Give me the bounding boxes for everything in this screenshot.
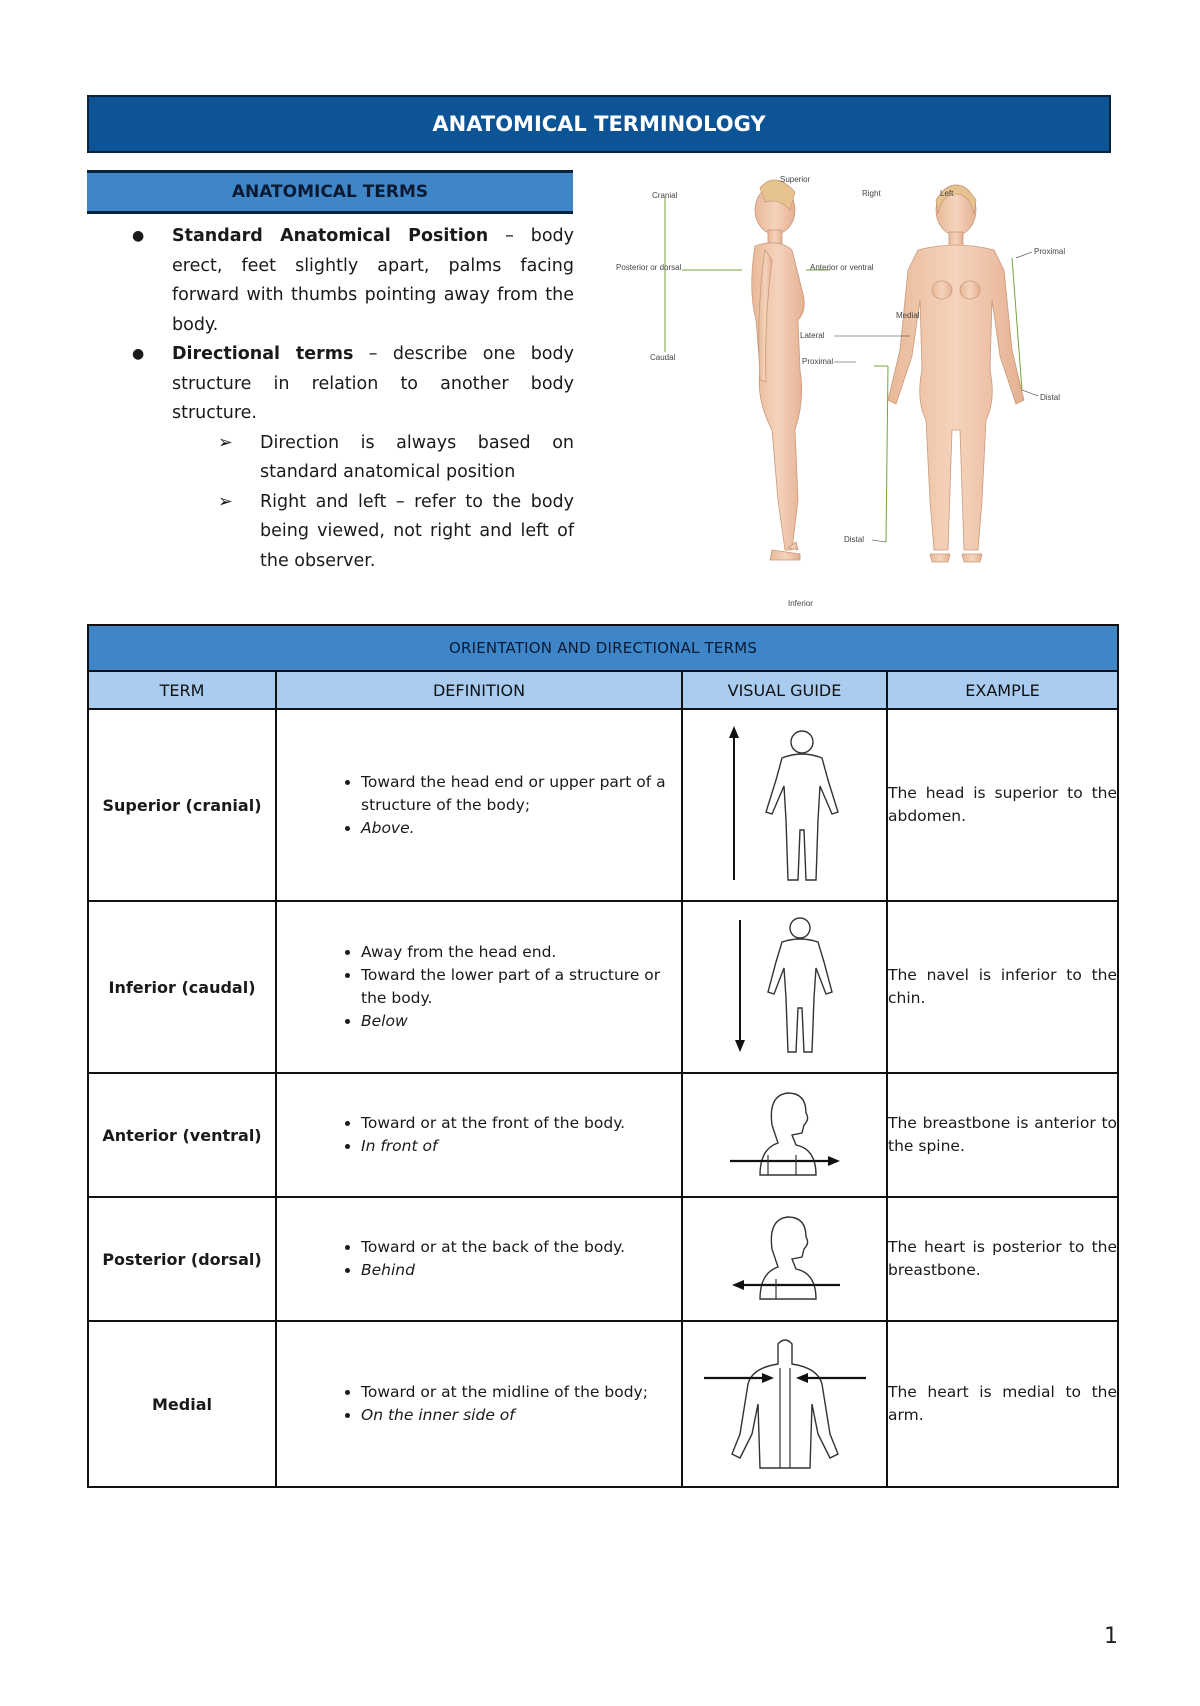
column-header-visual-guide: VISUAL GUIDE bbox=[682, 671, 887, 709]
column-header-definition: DEFINITION bbox=[276, 671, 682, 709]
figure-label-inferior: Inferior bbox=[788, 599, 813, 608]
definition-item: • Toward or at the back of the body. bbox=[361, 1236, 667, 1259]
bullet-icon: ● bbox=[132, 346, 145, 362]
figure-label-left: Left bbox=[940, 189, 954, 198]
definition-item: • Toward or at the front of the body. bbox=[361, 1112, 667, 1135]
front-view-body-icon bbox=[888, 185, 1024, 562]
table-row bbox=[88, 1073, 1118, 1197]
term-description: – describe one body structure in relation to another body structure. bbox=[172, 344, 574, 423]
figure-label-cranial: Cranial bbox=[652, 191, 678, 200]
definition-item: • Away from the head end. bbox=[361, 941, 667, 964]
section-title: ANATOMICAL TERMS bbox=[87, 170, 573, 214]
arrow-bullet-icon: ➢ bbox=[218, 432, 233, 453]
column-header-term: TERM bbox=[88, 671, 276, 709]
list-item bbox=[124, 222, 574, 340]
list-item bbox=[124, 340, 574, 429]
column-header-example: EXAMPLE bbox=[887, 671, 1118, 709]
example-cell: The heart is medial to the arm. bbox=[887, 1321, 1118, 1487]
visual-guide-cell bbox=[682, 901, 887, 1073]
figure-label-superior: Superior bbox=[780, 175, 811, 184]
side-view-body-icon bbox=[752, 180, 805, 560]
figure-label-anterior: Anterior or ventral bbox=[810, 263, 874, 272]
medial-arrow-body-icon bbox=[700, 1334, 870, 1474]
term-name: Standard Anatomical Position bbox=[172, 226, 489, 246]
definition-item: • Toward the head end or upper part of a structure of the body; bbox=[361, 771, 667, 817]
sub-item-text: Right and left – refer to the body being viewed, not right and left of the observer. bbox=[260, 491, 574, 571]
definition-item: • Toward or at the midline of the body; bbox=[361, 1381, 667, 1404]
figure-label-proximal-2: Proximal bbox=[802, 357, 834, 366]
arrow-bullet-icon: ➢ bbox=[218, 491, 233, 512]
definition-cell bbox=[276, 1321, 682, 1487]
figure-label-lateral: Lateral bbox=[800, 331, 825, 340]
definition-item: • Below bbox=[361, 1010, 667, 1033]
bullet-icon: ● bbox=[132, 228, 145, 244]
orientation-directional-table bbox=[87, 624, 1119, 1488]
page-title: ANATOMICAL TERMINOLOGY bbox=[87, 95, 1111, 153]
visual-guide-cell bbox=[682, 709, 887, 901]
table-row bbox=[88, 901, 1118, 1073]
page-number: 1 bbox=[1104, 1624, 1118, 1649]
example-cell: The head is superior to the abdomen. bbox=[887, 709, 1118, 901]
definition-cell bbox=[276, 1197, 682, 1321]
term-cell: Posterior (dorsal) bbox=[88, 1197, 276, 1321]
term-cell: Medial bbox=[88, 1321, 276, 1487]
sub-item-text: Direction is always based on standard anatomical position bbox=[260, 432, 574, 482]
table-title: ORIENTATION AND DIRECTIONAL TERMS bbox=[88, 625, 1118, 671]
visual-guide-cell bbox=[682, 1321, 887, 1487]
figure-label-distal: Distal bbox=[1040, 393, 1061, 402]
figure-label-caudal: Caudal bbox=[650, 353, 676, 362]
definition-cell bbox=[276, 1073, 682, 1197]
table-row bbox=[88, 1321, 1118, 1487]
definition-item: • Toward the lower part of a structure or the body. bbox=[361, 964, 667, 1010]
sub-list-item bbox=[124, 488, 574, 577]
figure-label-posterior: Posterior or dorsal bbox=[616, 263, 682, 272]
visual-guide-cell bbox=[682, 1197, 887, 1321]
figure-label-proximal: Proximal bbox=[1034, 247, 1066, 256]
figure-label-right: Right bbox=[862, 189, 881, 198]
definition-cell bbox=[276, 901, 682, 1073]
table-row bbox=[88, 1197, 1118, 1321]
anatomical-position-figure bbox=[616, 170, 1110, 610]
figure-label-medial: Medial bbox=[896, 311, 920, 320]
term-description: – body erect, feet slightly apart, palms facing forward with thumbs pointing away from the body. bbox=[172, 226, 575, 335]
example-cell: The navel is inferior to the chin. bbox=[887, 901, 1118, 1073]
sub-list-item bbox=[124, 429, 574, 488]
table-row bbox=[88, 709, 1118, 901]
example-cell: The heart is posterior to the breastbone. bbox=[887, 1197, 1118, 1321]
inferior-arrow-body-icon bbox=[720, 912, 850, 1062]
term-cell: Superior (cranial) bbox=[88, 709, 276, 901]
definition-item: • On the inner side of bbox=[361, 1404, 667, 1427]
figure-label-distal-2: Distal bbox=[844, 535, 865, 544]
posterior-arrow-body-icon bbox=[720, 1209, 850, 1309]
superior-arrow-body-icon bbox=[720, 720, 850, 890]
definition-item: • Behind bbox=[361, 1259, 667, 1282]
anterior-arrow-body-icon bbox=[720, 1085, 850, 1185]
anatomical-terms-list bbox=[124, 222, 574, 576]
definition-cell bbox=[276, 709, 682, 901]
term-name: Directional terms bbox=[172, 344, 354, 364]
definition-item: • Above. bbox=[361, 817, 667, 840]
definition-item: • In front of bbox=[361, 1135, 667, 1158]
example-cell: The breastbone is anterior to the spine. bbox=[887, 1073, 1118, 1197]
visual-guide-cell bbox=[682, 1073, 887, 1197]
term-cell: Anterior (ventral) bbox=[88, 1073, 276, 1197]
term-cell: Inferior (caudal) bbox=[88, 901, 276, 1073]
